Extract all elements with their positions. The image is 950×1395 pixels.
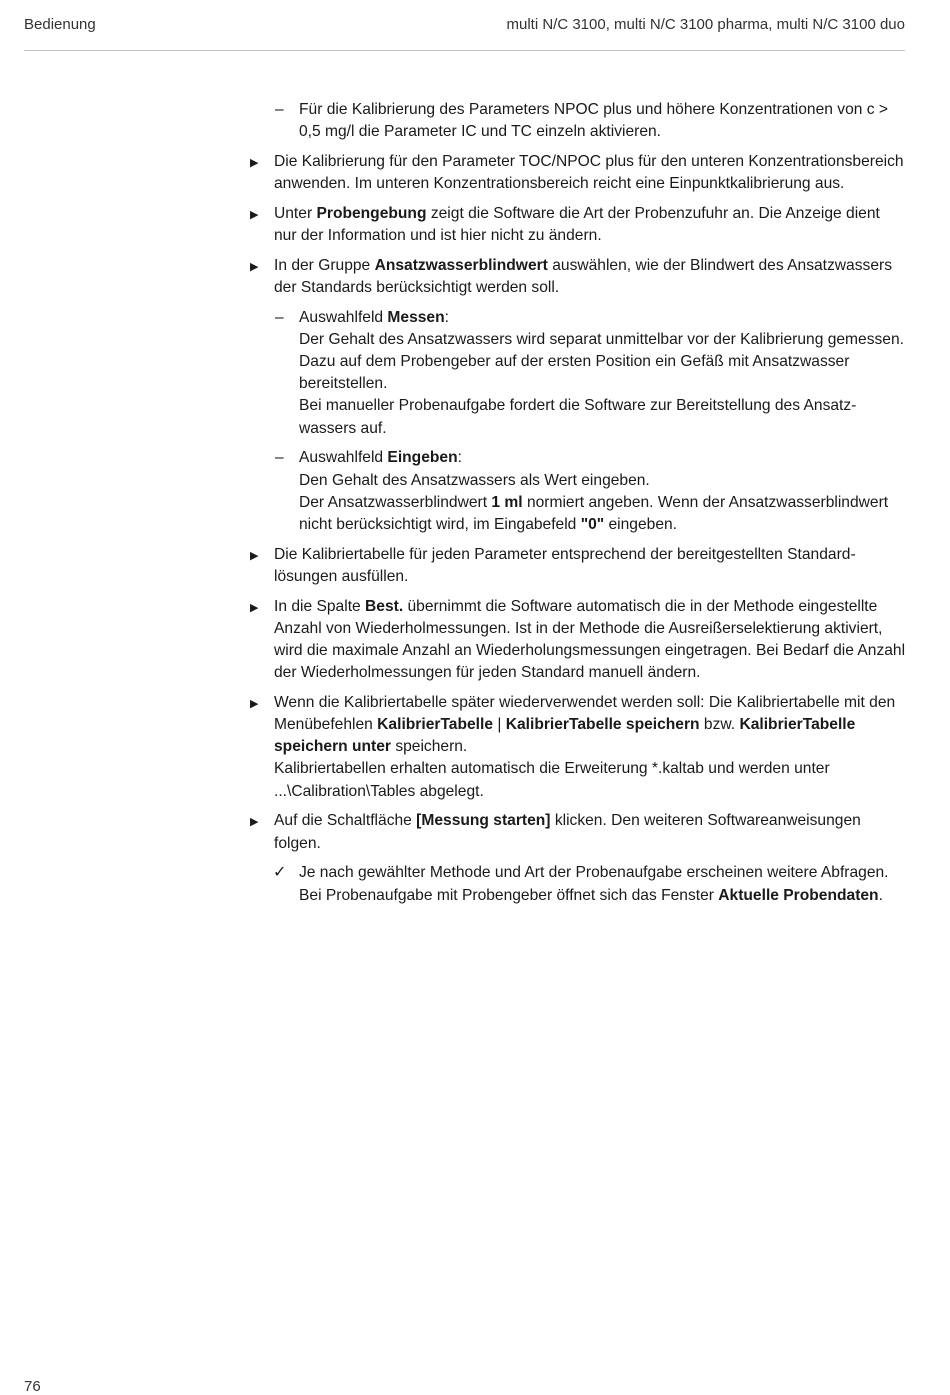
main-content <box>246 99 906 914</box>
triangle-bullet-icon: ▶ <box>250 260 259 273</box>
ui-term: KalibrierTabelle <box>377 716 494 734</box>
ui-term: Best. <box>365 597 404 615</box>
triangle-bullet-icon: ▶ <box>250 601 259 614</box>
dash-marker: – <box>275 101 284 118</box>
ui-term: KalibrierTabelle speichern <box>505 716 700 734</box>
list-item <box>246 810 906 854</box>
ui-term: 1 ml <box>491 493 523 511</box>
list-item <box>246 596 906 685</box>
item-text: In der Gruppe Ansatzwasserblindwert auswählen, wie der Blindwert des Ansatzwassers der Standards berücksichtigt werden soll. <box>274 256 892 296</box>
item-text: Auswahlfeld Messen: Der Gehalt des Ansatzwassers wird separat unmittelbar vor der Kalibrierung gemessen. Dazu auf dem Probengeber auf der ersten Position ein Gefäß mit Ansatzwasser bereitstellen. Bei manueller Probenaufgabe fordert die Software zur Bereitstellung des Ansatzwassers auf. <box>299 308 904 437</box>
item-text: Unter Probengebung zeigt die Software die Art der Probenzufuhr an. Die Anzeige dient nur der Information und ist hier nicht zu ändern. <box>274 204 880 245</box>
list-item <box>271 307 906 440</box>
list-item <box>246 692 906 803</box>
list-item <box>271 447 906 536</box>
item-text: In die Spalte Best. übernimmt die Software automatisch die in der Methode eingestellte Anzahl von Wiederholmessungen. Ist in der Methode die Ausreißerselektierung aktiviert, wird die maximale Anzahl an Wiederholungsmessungen eingetragen. Bei Bedarf die Anzahl der Wiederholmessungen für jeden Standard manuell ändern. <box>274 597 906 682</box>
triangle-bullet-icon: ▶ <box>250 156 259 169</box>
ui-term: KalibrierTabelle speichern unter <box>274 716 856 756</box>
header-section-title: Bedienung <box>24 16 96 33</box>
dash-marker: – <box>275 449 284 467</box>
page-number: 76 <box>24 1378 41 1395</box>
list-item <box>246 203 906 247</box>
triangle-bullet-icon: ▶ <box>250 549 259 562</box>
item-text: Auf die Schaltfläche [Messung starten] klicken. Den weiteren Softwareanweisungen folgen. <box>274 812 861 852</box>
ui-term: Messen <box>387 308 445 326</box>
item-text: Für die Kalibrierung des Parameters NPOC plus und höhere Konzentrationen von c > 0,5 mg/l die Parameter IC und TC einzeln aktivieren. <box>299 101 888 141</box>
ui-term: "0" <box>580 515 605 533</box>
triangle-bullet-icon: ▶ <box>250 697 259 710</box>
page-header <box>24 14 905 51</box>
ui-term: Aktuelle Probendaten <box>718 886 879 904</box>
dash-marker: – <box>275 308 284 326</box>
list-item <box>246 544 906 588</box>
item-text: Je nach gewählter Methode und Art der Probenaufgabe erscheinen weitere Abfragen. Bei Probenaufgabe mit Probengeber öffnet sich das Fenster Aktuelle Probendaten. <box>299 864 889 904</box>
header-product-names: multi N/C 3100, multi N/C 3100 pharma, multi N/C 3100 duo <box>506 16 905 33</box>
item-text: Die Kalibrierung für den Parameter TOC/NPOC plus für den unteren Konzentrationsbereich anwenden. Im unteren Konzentrationsbereich reicht eine Einpunktkalibrierung aus. <box>274 152 904 193</box>
list-item <box>271 862 906 906</box>
item-text: Auswahlfeld Eingeben: Den Gehalt des Ansatzwassers als Wert eingeben. Der Ansatzwasserblindwert 1 ml normiert angeben. Wenn der Ansatzwasserblindwert nicht berücksichtigt wird, im Eingabefeld "0" eingeben. <box>299 449 889 533</box>
item-text: Die Kalibriertabelle für jeden Parameter entsprechend der bereitgestellten Standardlösungen ausfüllen. <box>274 545 856 585</box>
ui-term: [Messung starten] <box>416 812 551 830</box>
ui-term: Eingeben <box>387 449 458 467</box>
checkmark-icon: ✓ <box>273 864 287 882</box>
triangle-bullet-icon: ▶ <box>250 816 259 829</box>
list-item <box>246 151 906 195</box>
ui-term: Probengebung <box>316 204 427 222</box>
item-text: Wenn die Kalibriertabelle später wiederverwendet werden soll: Die Kalibriertabelle mit den Menübefehlen KalibrierTabelle | KalibrierTabelle speichern bzw. KalibrierTabelle speichern unter speichern. Kalibriertabellen erhalten automatisch die Erweiterung *.kaltab und werden unter ...\Calibration\Tables abgelegt. <box>274 693 896 800</box>
ui-term: Ansatzwasserblindwert <box>374 256 548 274</box>
list-item <box>271 99 906 143</box>
list-item <box>246 255 906 299</box>
triangle-bullet-icon: ▶ <box>250 208 259 221</box>
